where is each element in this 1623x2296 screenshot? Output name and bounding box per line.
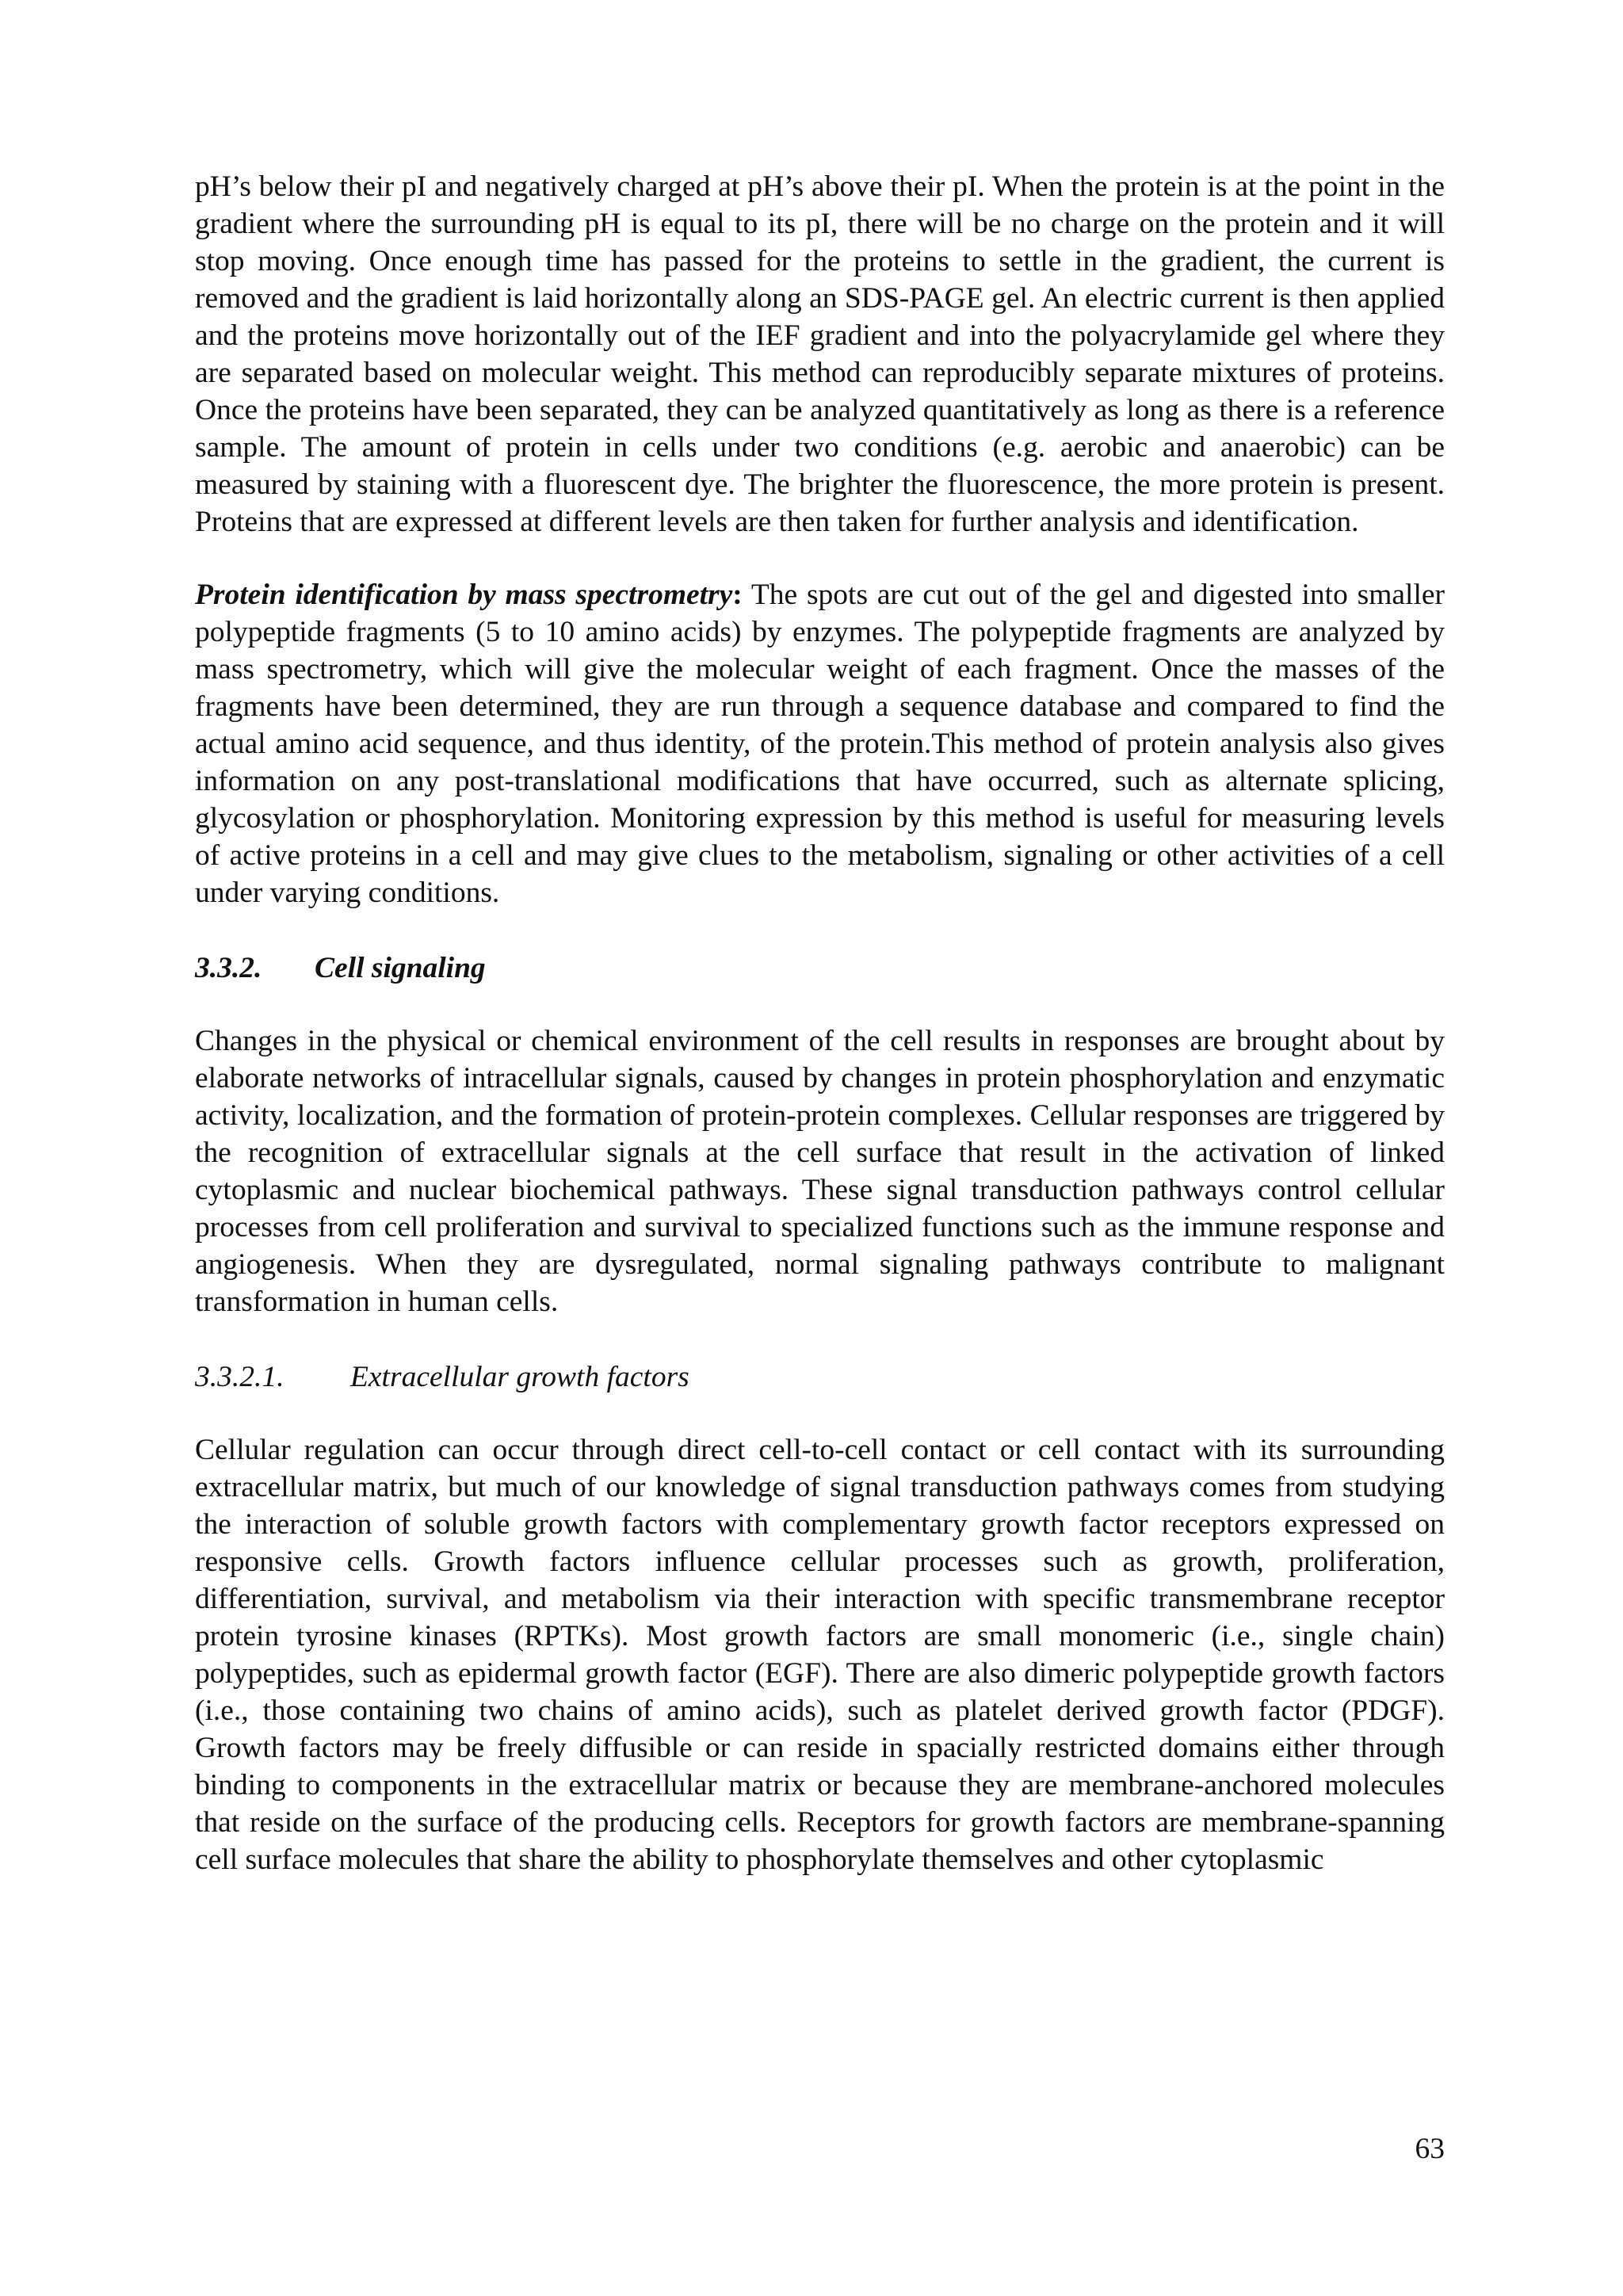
paragraph-lead-term: Protein identification by mass spectrometry	[195, 579, 733, 611]
page-number: 63	[1415, 2133, 1445, 2165]
section-heading-cell-signaling	[195, 949, 1445, 987]
paragraph-body-text: The spots are cut out of the gel and digested into smaller polypeptide fragments (5 to 10 amino acids) by enzymes. The polypeptide fragments are analyzed by mass spectrometry, which will give the molecular weight of each fragment. Once the masses of the fragments have been determined, they are run through a sequence database and compared to find the actual amino acid sequence, and thus identity, of the protein.This method of protein analysis also gives information on any post-translational modifications that have occurred, such as alternate splicing, glycosylation or phosphorylation. Monitoring expression by this method is useful for measuring levels of active proteins in a cell and may give clues to the metabolism, signaling or other activities of a cell under varying conditions.	[195, 579, 1445, 909]
page-body	[195, 168, 1445, 1878]
paragraph-ief-sds-page: pH’s below their pI and negatively charged at pH’s above their pI. When the protein is at the point in the gradient where the surrounding pH is equal to its pI, there will be no charge on the protein and it will stop moving. Once enough time has passed for the proteins to settle in the gradient, the current is removed and the gradient is laid horizontally along an SDS-PAGE gel. An electric current is then applied and the proteins move horizontally out of the IEF gradient and into the polyacrylamide gel where they are separated based on molecular weight. This method can reproducibly separate mixtures of proteins. Once the proteins have been separated, they can be analyzed quantitatively as long as there is a reference sample. The amount of protein in cells under two conditions (e.g. aerobic and anaerobic) can be measured by staining with a fluorescent dye. The brighter the fluorescence, the more protein is present. Proteins that are expressed at different levels are then taken for further analysis and identification.	[195, 170, 1445, 538]
paragraph-growth-factors: Cellular regulation can occur through direct cell-to-cell contact or cell contact with its surrounding extracellular matrix, but much of our knowledge of signal transduction pathways comes from studying the interaction of soluble growth factors with complementary growth factor receptors expressed on responsive cells. Growth factors influence cellular processes such as growth, proliferation, differentiation, survival, and metabolism via their interaction with specific transmembrane receptor protein tyrosine kinases (RPTKs). Most growth factors are small monomeric (i.e., single chain) polypeptides, such as epidermal growth factor (EGF). There are also dimeric polypeptide growth factors (i.e., those containing two chains of amino acids), such as platelet derived growth factor (PDGF). Growth factors may be freely diffusible or can reside in spacially restricted domains either through binding to components in the extracellular matrix or because they are membrane-anchored molecules that reside on the surface of the producing cells. Receptors for growth factors are membrane-spanning cell surface molecules that share the ability to phosphorylate themselves and other cytoplasmic	[195, 1434, 1445, 1876]
section-number: 3.3.2.	[195, 952, 262, 984]
paragraph-lead-colon: :	[732, 579, 743, 611]
subsection-heading-growth-factors	[195, 1358, 1445, 1396]
subsection-title: Extracellular growth factors	[350, 1361, 689, 1393]
section-title: Cell signaling	[315, 952, 486, 984]
paragraph-cell-signaling: Changes in the physical or chemical environment of the cell results in responses are brought about by elaborate networks of intracellular signals, caused by changes in protein phosphorylation and enzymatic activity, localization, and the formation of protein-protein complexes. Cellular responses are triggered by the recognition of extracellular signals at the cell surface that result in the activation of linked cytoplasmic and nuclear biochemical pathways. These signal transduction pathways control cellular processes from cell proliferation and survival to specialized functions such as the immune response and angiogenesis. When they are dysregulated, normal signaling pathways contribute to malignant transformation in human cells.	[195, 1025, 1445, 1318]
paragraph-mass-spectrometry	[195, 576, 1445, 911]
subsection-number: 3.3.2.1.	[195, 1361, 285, 1393]
